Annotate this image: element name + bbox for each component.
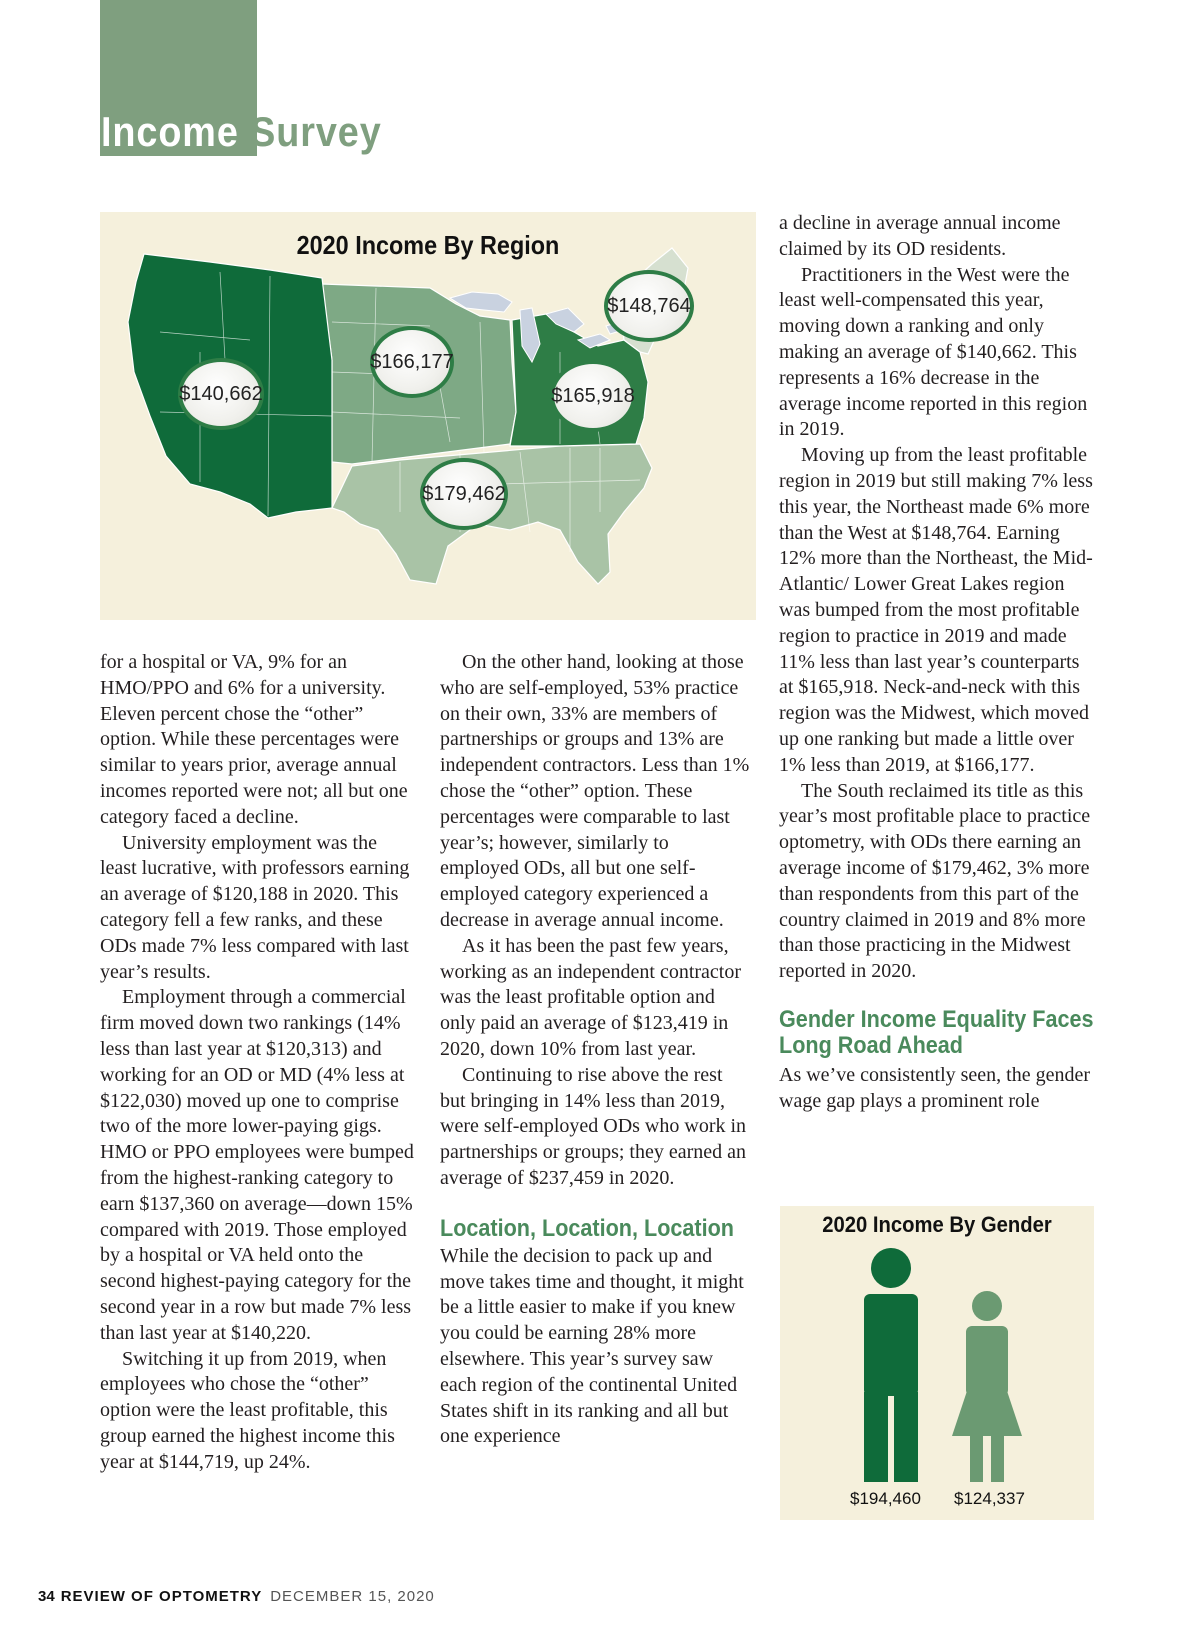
gender-income-graphic <box>780 1206 1094 1520</box>
paragraph: The South reclaimed its title as this year’s most profitable place to practice optometry, with ODs there earning an average income of $179,462, 3% more than respondents from this part of the country claimed in 2019 and 8% more than those practicing in the Midwest reported in 2020. <box>779 779 1091 983</box>
subhead-location: Location, Location, Location <box>440 1214 735 1242</box>
paragraph: On the other hand, looking at those who are self-employed, 53% practice on their own, 33% are members of partnerships or groups and 13% are independent contractors. Less than 1% chose the “other” option. These percentages were comparable to last year’s; however, similarly to employed ODs, all but one self-employed category experienced a decrease in average annual income. <box>440 651 750 931</box>
female-income-value: $124,337 <box>954 1489 1025 1508</box>
column-2 <box>440 650 750 1450</box>
paragraph: a decline in average annual income claimed by its OD residents. <box>779 212 1061 260</box>
page-number: 34 <box>38 1588 55 1605</box>
paragraph: University employment was the least lucrative, with professors earning an average of $120,188 in 2020. This category fell a few ranks, and these ODs made 7% less compared with last year’s results. <box>100 831 410 983</box>
page-footer <box>38 1588 435 1605</box>
gender-title: 2020 Income By Gender <box>822 1212 1052 1237</box>
bubble-northeast: $148,764 <box>604 270 694 342</box>
bubble-mid-atlantic: $165,918 <box>550 360 636 432</box>
paragraph: As we’ve consistently seen, the gender wage gap plays a prominent role <box>779 1063 1091 1112</box>
paragraph: As it has been the past few years, working as an independent contractor was the least profitable option and only paid an average of $123,419 in 2020, down 10% from last year. <box>440 934 742 1060</box>
paragraph: for a hospital or VA, 9% for an HMO/PPO and 6% for a university. Eleven percent chose the “other” option. While these percentages were similar to years prior, average annual incomes reported were not; all but one category faced a decline. <box>100 651 408 828</box>
bubble-west: $140,662 <box>178 358 264 430</box>
paragraph: Switching it up from 2019, when employees who chose the “other” option were the least profitable, this group earned the highest income this year at $144,719, up 24%. <box>100 1347 395 1473</box>
male-figure-icon <box>864 1248 918 1482</box>
male-income-value: $194,460 <box>850 1489 921 1508</box>
section-title <box>101 108 382 156</box>
section-title-word1: Income <box>101 108 239 155</box>
column-3 <box>779 211 1097 1115</box>
bubble-south: $179,462 <box>420 458 508 530</box>
bubble-midwest: $166,177 <box>370 326 454 398</box>
publication-name: REVIEW OF OPTOMETRY <box>60 1588 263 1605</box>
subhead-gender: Gender Income Equality Faces Long Road Ahead <box>779 1005 1094 1059</box>
region-income-map <box>100 212 756 620</box>
paragraph: Continuing to rise above the rest but bringing in 14% less than 2019, were self-employed ODs who work in partnerships or groups; they earned an average of $237,459 in 2020. <box>440 1063 747 1189</box>
paragraph: Moving up from the least profitable region in 2019 but still making 7% less this year, the Northeast made 6% more than the West at $148,764. Earning 12% more than the Northeast, the Mid-Atlantic/ Lower Great Lakes region was bumped from the most profitable region to practice in 2019 and made 11% less than last year’s counterparts at $165,918. Neck-and-neck with this region was the Midwest, which moved up one ranking but made a little over 1% less than 2019, at $166,177. <box>779 444 1093 776</box>
female-figure-icon <box>952 1291 1022 1482</box>
paragraph: While the decision to pack up and move takes time and thought, it might be a little easier to make if you knew you could be earning 28% more elsewhere. This year’s survey saw each region of the continental United States shift in its ranking and all but one experience <box>440 1244 744 1448</box>
column-1 <box>100 650 418 1476</box>
issue-date: DECEMBER 15, 2020 <box>270 1588 435 1605</box>
section-title-word2: Survey <box>250 108 382 155</box>
gender-figures <box>780 1206 1094 1520</box>
paragraph: Practitioners in the West were the least well-compensated this year, moving down a ranking and only making an average of $140,662. This represents a 16% decrease in the average income reported in this region in 2019. <box>779 263 1088 441</box>
map-title: 2020 Income By Region <box>296 230 560 260</box>
paragraph: Employment through a commercial firm moved down two rankings (14% less than last year at $120,313) and working for an OD or MD (4% less at $122,030) moved up one to comprise two of the more lower-paying gigs. HMO or PPO employees were bumped from the highest-ranking category to earn $137,360 on average—down 15% compared with 2019. Those employed by a hospital or VA held onto the second highest-paying category for the second year in a row but made 7% less than last year at $140,220. <box>100 986 414 1344</box>
